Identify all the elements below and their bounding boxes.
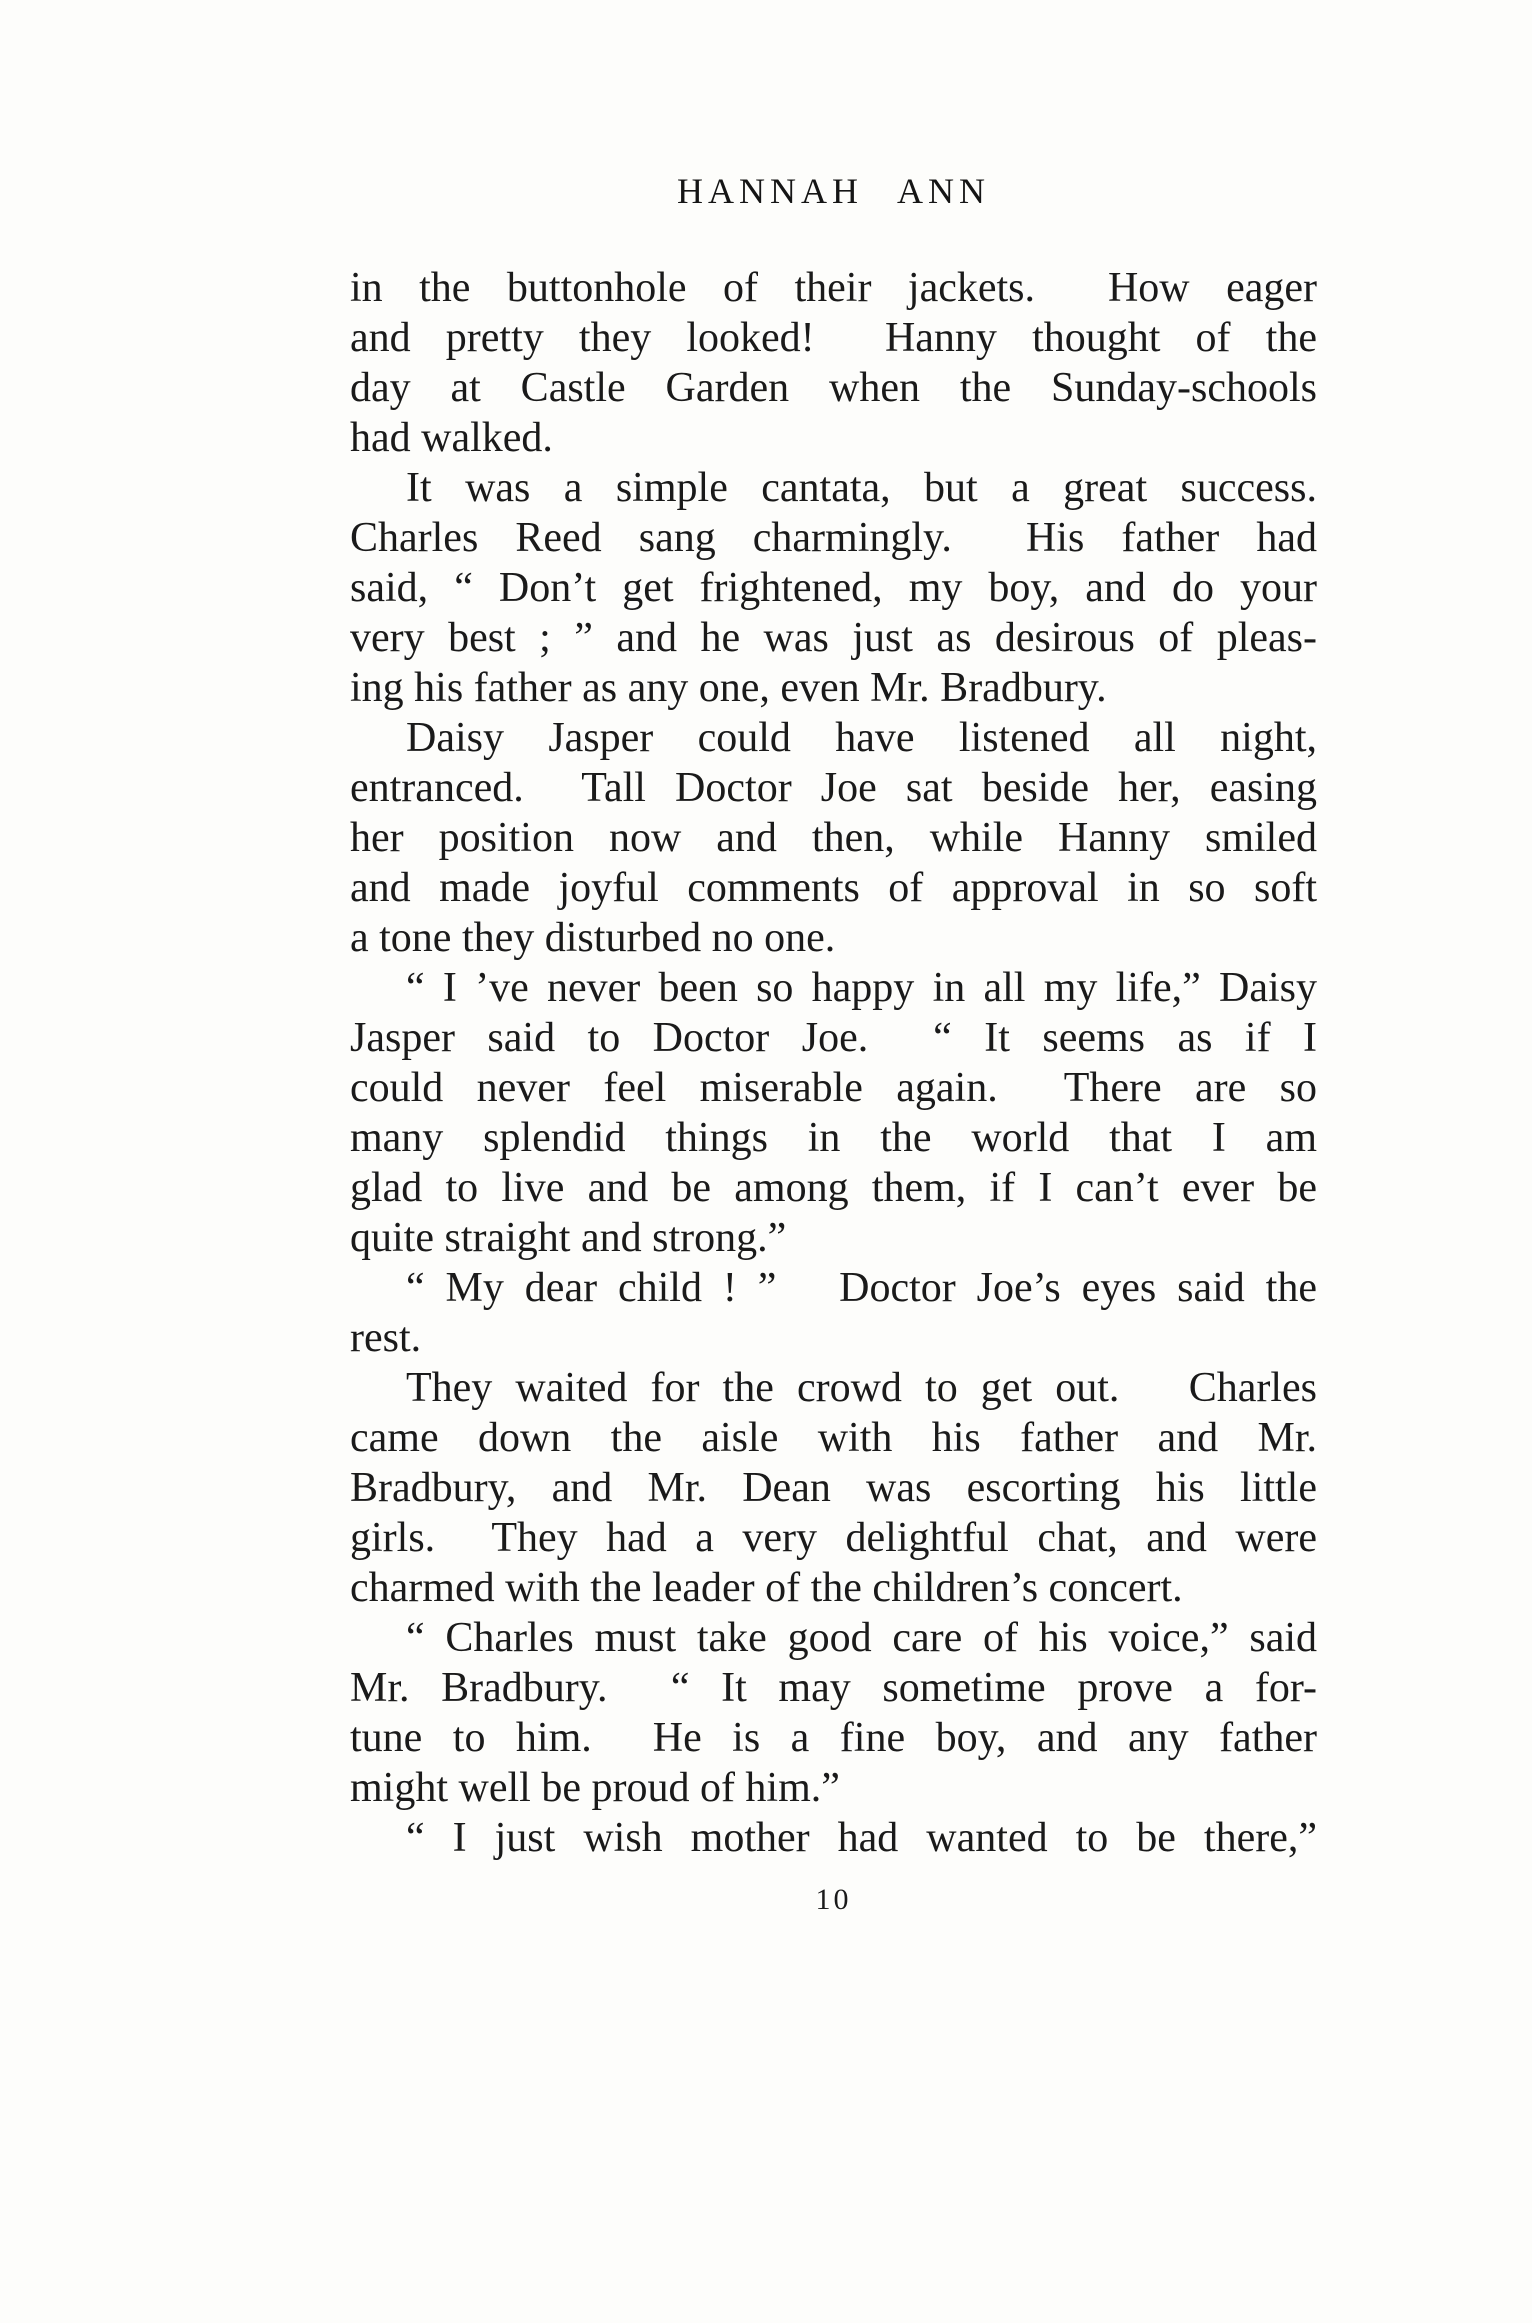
text-line: could never feel miserable again. There are so	[350, 1065, 1317, 1111]
text-line: They waited for the crowd to get out. Charles	[406, 1365, 1317, 1411]
text-line: entranced. Tall Doctor Joe sat beside her, easing	[350, 765, 1317, 811]
text-line: Mr. Bradbury. “ It may sometime prove a for-	[350, 1665, 1317, 1711]
page-text	[350, 263, 1317, 1863]
text-line: in the buttonhole of their jackets. How eager	[350, 265, 1317, 311]
text-line: Charles Reed sang charmingly. His father had	[350, 515, 1317, 561]
text-line: Jasper said to Doctor Joe. “ It seems as if I	[350, 1015, 1317, 1061]
text-line: very best ; ” and he was just as desirous of pleas-	[350, 615, 1317, 661]
text-line: many splendid things in the world that I am	[350, 1115, 1317, 1161]
text-line: It was a simple cantata, but a great success.	[406, 465, 1317, 511]
text-line: and made joyful comments of approval in so soft	[350, 865, 1317, 911]
text-line: said, “ Don’t get frightened, my boy, and do your	[350, 565, 1317, 611]
text-line: her position now and then, while Hanny smiled	[350, 815, 1317, 861]
text-line: a tone they disturbed no one.	[350, 915, 836, 961]
text-line: “ I just wish mother had wanted to be there,”	[406, 1815, 1317, 1861]
text-line: charmed with the leader of the children’s concert.	[350, 1565, 1183, 1611]
running-header: HANNAH ANN	[677, 171, 990, 211]
text-line: Daisy Jasper could have listened all night,	[406, 715, 1317, 761]
text-line: and pretty they looked! Hanny thought of the	[350, 315, 1317, 361]
text-line: day at Castle Garden when the Sunday-schools	[350, 365, 1317, 411]
text-line: girls. They had a very delightful chat, and were	[350, 1515, 1317, 1561]
page-number: 10	[815, 1883, 852, 1916]
text-line: might well be proud of him.”	[350, 1765, 840, 1811]
text-line: ing his father as any one, even Mr. Bradbury.	[350, 665, 1107, 711]
text-line: “ Charles must take good care of his voice,” said	[406, 1615, 1317, 1661]
text-line: quite straight and strong.”	[350, 1215, 787, 1261]
text-line: had walked.	[350, 415, 553, 461]
text-line: Bradbury, and Mr. Dean was escorting his little	[350, 1465, 1317, 1511]
text-line: “ I ’ve never been so happy in all my life,” Daisy	[406, 965, 1317, 1011]
text-line: came down the aisle with his father and Mr.	[350, 1415, 1317, 1461]
text-line: tune to him. He is a fine boy, and any father	[350, 1715, 1317, 1761]
text-line: rest.	[350, 1315, 422, 1361]
text-line: “ My dear child ! ” Doctor Joe’s eyes said the	[406, 1265, 1317, 1311]
text-line: glad to live and be among them, if I can’t ever be	[350, 1165, 1317, 1211]
